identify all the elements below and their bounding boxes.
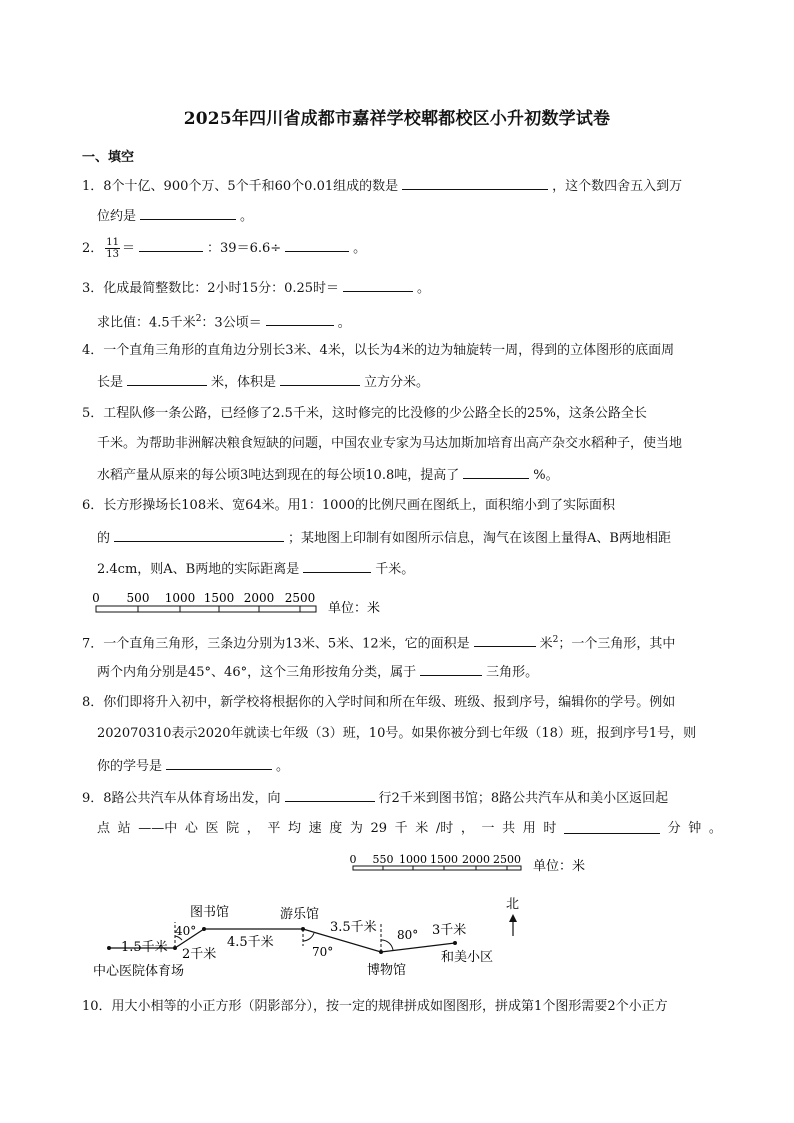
question-3-text: 3．化成最简整数比：2小时15分：0.25时＝ [82,281,340,296]
equals-sign: ＝ [122,241,136,256]
answer-blank[interactable] [564,819,660,834]
scale-unit: 单位：米 [533,859,586,874]
question-3-line-1 [82,277,722,299]
question-9-char: 29 [370,821,388,836]
question-6-text: 6．长方形操场长108米、宽64米。用1：1000的比例尺画在图纸上，面积缩小到了实际面积 [82,498,615,513]
question-3-text-cont: 求比值：4.5千米 [97,315,196,331]
question-7-text-cont: 两个内角分别是45°、46°，这个三角形按角分类，属于 [97,665,417,680]
answer-blank[interactable] [114,527,284,542]
question-9-char: 时 [543,821,557,836]
scale-tick-label: 550 [372,853,394,866]
question-2-number: 2． [82,241,104,256]
station-dot [202,927,206,931]
question-9-char: 速 [308,821,322,836]
station-label-zhongxin: 中心医院 [93,964,146,979]
answer-blank[interactable] [285,787,375,802]
scale-tick-label: 1000 [164,591,196,605]
north-arrow-head-icon [509,914,517,922]
station-label-tushu: 图书馆 [190,905,230,920]
station-label-bowu: 博物馆 [367,963,407,978]
question-7-text-cont: ；一个三角形，其中 [558,636,676,652]
station-dot [173,946,177,950]
superscript: 2 [195,314,202,324]
question-9-char: 为 [349,821,363,836]
question-5-text-cont: 千米。为帮助非洲解决粮食短缺的问题，中国农业专家为马达加斯加培育出高产杂交水稻种子，使当地 [97,436,683,451]
question-9-char: 院 [226,821,240,836]
question-6-line-2 [97,527,737,549]
question-2-punct: 。 [353,241,367,256]
question-9-char: 。 [708,821,722,836]
north-label: 北 [506,897,520,912]
question-9-char: 用 [522,821,536,836]
scale-tick-label: 1500 [203,591,235,605]
question-4-line-1 [82,341,722,361]
question-1-text-cont: ，这个数四舍五入到万 [552,179,683,194]
question-4-text: 4．一个直角三角形的直角边分别长3米、4米，以长为4米的边为轴旋转一周，得到的立体图形的底面周 [82,343,675,358]
scale-bar-1 [88,588,418,624]
question-1-punct: 。 [240,209,254,224]
answer-blank[interactable] [127,371,207,386]
scale-tick-label: 2500 [284,591,316,605]
fraction-numerator: 11 [106,237,120,248]
question-3-text-cont: ：3公顷＝ [201,315,262,331]
angle-label: 40° [175,924,197,938]
question-9-justified-line [97,819,722,839]
question-7-line-2 [97,661,737,683]
scale-bar-outline [96,606,316,612]
question-9-char: 千 [394,821,408,836]
question-9-char: 钟 [688,821,702,836]
station-dot [301,927,305,931]
question-9-char: 站 [117,821,131,836]
answer-blank[interactable] [474,632,536,647]
question-9-char: 医 [205,821,219,836]
scale-tick-label: 2000 [243,591,275,605]
question-8-text: 8．你们即将升入初中，新学校将根据你的入学时间和所在年级、班级、报到序号，编辑你的学号。例如 [82,695,676,710]
angle-label: 70° [312,945,334,959]
answer-blank[interactable] [166,755,272,770]
answer-blank[interactable] [139,237,203,252]
answer-blank[interactable] [463,464,529,479]
answer-blank[interactable] [343,277,413,292]
scale-unit: 单位：米 [328,601,381,616]
question-3-punct: 。 [337,315,351,331]
question-5-text-cont: 水稻产量从原来的每公顷3吨达到现在的每公顷10.8吨，提高了 [97,468,460,483]
station-dot [379,950,383,954]
station-label-hemei: 和美小区 [441,950,494,965]
question-8-text-cont: 你的学号是 [97,759,163,774]
question-1-text: 1．8个十亿、900个万、5个千和60个0.01组成的数是 [82,179,399,194]
scale-bar-outline [353,866,521,870]
scale-tick-label: 0 [349,853,357,866]
question-9-char: ——中 [138,821,178,836]
distance-label: 3千米 [432,923,467,938]
question-9-char: 心 [184,821,198,836]
distance-label: 2千米 [182,947,217,962]
answer-blank[interactable] [303,558,371,573]
section-heading: 一、填空 [82,150,135,165]
station-dot [453,941,457,945]
question-9-char: 均 [288,821,302,836]
distance-label: 1.5千米 [121,940,168,955]
question-10-text: 10．用大小相等的小正方形（阴影部分），按一定的规律拼成如图图形，拼成第1个图形需要2个小正方 [82,999,668,1014]
question-8-line-3 [97,755,737,777]
answer-blank[interactable] [420,661,482,676]
question-1-line-1 [82,175,722,197]
question-7-text-cont: 米 [539,636,553,652]
question-9-char: ， [246,821,260,836]
question-8-line-2 [97,724,737,744]
station-label-youle: 游乐馆 [280,907,320,922]
question-1-line-2 [97,205,737,227]
answer-blank[interactable] [402,175,548,190]
angle-arc [303,933,314,941]
question-6-line-3 [97,558,737,580]
question-8-punct: 。 [276,759,290,774]
question-4-text-cont: 米，体积是 [211,375,277,390]
question-6-text-cont: 的 [97,531,111,546]
question-9-text: 9．8路公共汽车从体育场出发，向 [82,791,281,806]
question-2-line [82,237,722,260]
question-10-line-1 [82,997,722,1017]
scale-tick-label: 0 [92,591,100,605]
question-9-char: 米 [415,821,429,836]
scale-bar-2 [343,850,613,880]
question-8-line-1 [82,693,722,713]
question-9-char: 分 [667,821,681,836]
answer-blank[interactable] [280,371,360,386]
question-4-line-2 [97,371,737,393]
question-9-char: 一 [481,821,495,836]
question-7-text: 7．一个直角三角形，三条边分别为13米、5米、12米，它的面积是 [82,636,470,652]
question-3-line-2 [97,309,737,333]
question-5-line-2 [97,434,737,454]
question-5-line-1 [82,404,722,424]
question-9-line-1 [82,787,722,809]
answer-blank[interactable] [285,237,349,252]
scale-tick-label: 500 [126,591,150,605]
question-7-line-1 [82,630,722,654]
scale-tick-label: 1000 [399,853,427,866]
question-5-line-3 [97,464,737,486]
distance-label: 4.5千米 [227,935,274,950]
question-3-punct: 。 [417,281,431,296]
question-9-char: 度 [329,821,343,836]
route-map [85,888,535,988]
scale-tick-label: 2500 [493,853,521,866]
question-4-text-cont: 立方分米。 [364,375,430,390]
question-1-text-cont: 位约是 [97,209,137,224]
question-6-text-cont: 2.4cm，则A、B两地的实际距离是 [97,562,300,577]
exam-title: 2025年四川省成都市嘉祥学校郫都校区小升初数学试卷 [183,109,611,129]
answer-blank[interactable] [140,205,236,220]
question-5-text: 5．工程队修一条公路，已经修了2.5千米，这时修完的比没修的少公路全长的25%，这条公路全长 [82,406,647,421]
question-9-char: 点 [97,821,111,836]
question-9-line-2 [97,819,737,839]
scale-tick-label: 2000 [462,853,490,866]
question-6-line-1 [82,496,722,516]
question-4-text-cont: 长是 [97,375,124,390]
fraction [105,237,120,260]
answer-blank[interactable] [266,311,334,326]
question-8-text-cont: 202070310表示2020年就读七年级（3）班，10号。如果你被分到七年级（18）班，报到序号1号，则 [97,726,697,741]
question-9-char: ， [460,821,474,836]
angle-arc [381,940,393,950]
superscript: 2 [552,635,559,645]
question-6-text-cont: 千米。 [375,562,415,577]
question-6-text-cont: ；某地图上印制有如图所示信息，淘气在该图上量得A、B两地相距 [288,531,671,546]
fraction-denominator: 13 [106,249,120,260]
question-7-text-cont: 三角形。 [486,665,539,680]
distance-label: 3.5千米 [330,920,377,935]
station-label-tiyu: 体育场 [145,964,185,979]
question-2-text: ：39＝6.6÷ [207,241,282,256]
question-9-char: /时 [435,821,454,836]
question-9-char: 共 [502,821,516,836]
question-9-text-cont: 行2千米到图书馆；8路公共汽车从和美小区返回起 [378,791,669,806]
question-9-char: 平 [267,821,281,836]
scale-tick-label: 1500 [430,853,458,866]
station-dot [107,946,111,950]
angle-label: 80° [397,928,419,942]
question-5-punct: %。 [533,468,559,483]
